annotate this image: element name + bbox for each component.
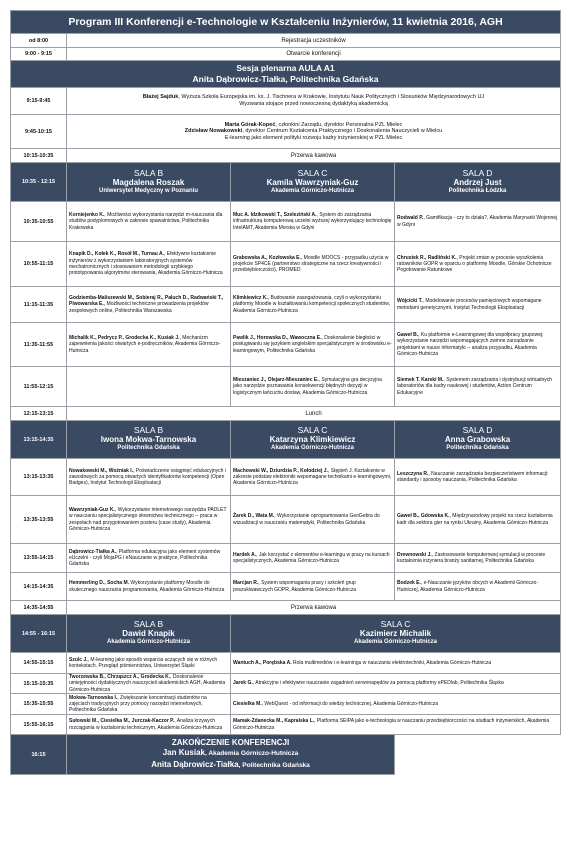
chair-affiliation: Politechnika Gdańska bbox=[446, 445, 509, 451]
talk-authors: Bodzek E. bbox=[397, 580, 421, 587]
time-slot: 12:15-13:15 bbox=[11, 407, 67, 421]
time-slot: 13:15-14:35 bbox=[11, 421, 67, 459]
break-item: Przerwa kawowa bbox=[67, 601, 561, 615]
speaker-name: Marta Górak-Kopeć bbox=[224, 121, 276, 128]
talk-authors: Gaweł B., Gdowska K. bbox=[397, 513, 450, 520]
time-slot: 10:35 - 12:15 bbox=[11, 163, 67, 202]
closing-speaker-affiliation: , Akademia Górniczo-Hutnicza bbox=[204, 750, 299, 758]
hall-header bbox=[67, 421, 231, 459]
talk-title: , Doskonalenie biegłości w posługiwaniu się językiem angielskim specjalistycznym w środowisku e-learningowym, Politechnika Gdańska bbox=[233, 335, 392, 354]
program-table bbox=[10, 10, 561, 775]
talk-cell bbox=[231, 715, 561, 735]
talk-authors: Machowski W., Dziurdzia P., Kołodziej J. bbox=[233, 467, 328, 474]
time-slot: 16:15 bbox=[11, 735, 67, 775]
talk-authors: Grabowska A., Kozłowska E. bbox=[233, 254, 301, 261]
session-chair: Kamila Wawrzyniak-Guz bbox=[266, 177, 359, 187]
talk-cell bbox=[395, 459, 561, 496]
hall-name: SALA D bbox=[462, 425, 493, 435]
talk-cell bbox=[395, 202, 561, 242]
closing-speaker: Anita Dąbrowicz-Tiałka bbox=[151, 759, 239, 769]
speaker-affiliation: , Wyższa Szkoła Europejska im. ks. J. Tischnera w Krakowie, Instytutu Nauk Politycznych i Stosunków Międzynarodowych UJ bbox=[178, 94, 485, 101]
talk-cell bbox=[67, 323, 231, 367]
talk-title: , Stępień J. Kształcenie w zakresie podstaw elektroniki wspomagane technikami e-learningowymi, Akademia Górniczo-Hutnicza bbox=[233, 467, 392, 487]
time-slot: 14:55-15:15 bbox=[11, 653, 67, 674]
talk-title: , Gamifikacja - czy to działa?, Akademia Marynarki Wojennej w Gdyni bbox=[397, 215, 558, 228]
talk-authors: Nowakowski M., Woźniak I. bbox=[69, 467, 134, 474]
session-chair: Andrzej Just bbox=[453, 177, 502, 187]
closing-session bbox=[67, 735, 395, 775]
chair-affiliation: Uniwersytet Medyczny w Poznaniu bbox=[98, 187, 199, 194]
hall-name: SALA C bbox=[297, 167, 328, 178]
chair-affiliation: Akademia Górniczo-Hutnicza bbox=[270, 445, 354, 451]
talk-authors: Klimkiewicz K. bbox=[233, 295, 268, 302]
plenary-session-header bbox=[11, 61, 561, 88]
talk-cell bbox=[231, 242, 395, 287]
hall-header bbox=[67, 615, 231, 653]
talk-authors: Chrustek R., Radliński K. bbox=[397, 254, 457, 261]
time-slot: 9:45-10:15 bbox=[11, 115, 67, 149]
talk-title: , WebQuest - od informacji do wiedzy technicznej, Akademia Górniczo-Hutnicza bbox=[261, 700, 439, 707]
time-slot: 10:35-10:55 bbox=[11, 202, 67, 242]
talk-authors: Tworzewska B., Chrząszcz A., Grodecka K. bbox=[69, 674, 171, 681]
talk-title: Rola multimediów i e-learningu w nauczaniu elektrotechniki, Akademia Górniczo-Hutnicza bbox=[291, 659, 492, 666]
talk-cell bbox=[67, 674, 231, 694]
talk-cell bbox=[395, 242, 561, 287]
talk-cell bbox=[231, 459, 395, 496]
talk-title: , Analiza krzywych rozciągania w kształceniu technicznym, Akademia Górniczo-Hutnicza bbox=[69, 718, 223, 731]
chair-affiliation: Politechnika Łódzka bbox=[448, 187, 507, 194]
talk-cell bbox=[67, 653, 231, 674]
speaker-name: Błażej Sajduk bbox=[142, 94, 179, 101]
talk-cell bbox=[231, 367, 395, 407]
talk-cell bbox=[67, 715, 231, 735]
talk-cell bbox=[67, 694, 231, 715]
talk-title: , Projekt zmian w procesie wyszkolenia ratowników GOPR w oparciu o platformę Moodle, Górskie Ochotnicze Pogotowanie Ratunkowe bbox=[397, 254, 552, 274]
talk-authors: Mieszaniec J., Olejarz-Mieszaniec E. bbox=[233, 377, 319, 384]
talk-title: , Platforma edukacyjna jako element systemów eUczelni - czyli MojaPG i eNauczanie w praktyce, Politechnika Gdańska bbox=[69, 548, 221, 568]
talk-authors: Jarek G. bbox=[233, 680, 253, 687]
hall-header bbox=[231, 421, 395, 459]
time-slot: 15:15-15:35 bbox=[11, 674, 67, 694]
time-slot: 15:35-15:55 bbox=[11, 694, 67, 715]
talk-authors: Wantuch A., Porębska A. bbox=[233, 659, 292, 666]
session-chair: Katarzyna Klimkiewicz bbox=[269, 435, 356, 444]
program-page bbox=[10, 10, 560, 775]
time-slot: 13:55-14:15 bbox=[11, 544, 67, 573]
session-chair: Iwona Mokwa-Tarnowska bbox=[100, 435, 197, 444]
talk-title: , Poświadczenie osiągnięć edukacyjnych i zawodowych za pomocą otwartych identyfikatorów kompetencji (Open Badges), Instytut Technologii Eksploatacji bbox=[69, 467, 226, 487]
hall-header bbox=[67, 163, 231, 202]
talk-title: , Efektywne kształcenie inżynierów z wykorzystaniem laboratoryjnych systemów mechatronicznych i stosowaniem metodologii szybkiego prototypowania algorytmów sterowania, Akademia Górniczo-Hutnicza bbox=[69, 251, 223, 277]
talk-title: , e-Nauczanie języków obcych w Akademii Górniczo-Hutniczej, Akademia Górniczo-Hutnicza bbox=[397, 580, 538, 593]
talk-cell bbox=[67, 496, 231, 544]
talk-title: , Ku platformie e-Learningowej dla współpracy grupowej: wykorzystanie narzędzi wspomagających zwinne zarządzanie projektami w nauce informatyki -- analiza przypadku, Akademia Górniczo-Hutnicza bbox=[397, 331, 544, 357]
time-slot: 14:35-14:55 bbox=[11, 601, 67, 615]
talk-authors: Leszczyna R. bbox=[397, 470, 429, 477]
talk-authors: Gaweł B. bbox=[397, 331, 419, 338]
hall-header bbox=[395, 421, 561, 459]
talk-authors: Rodwald P. bbox=[397, 215, 424, 222]
talk-authors: Pawlik J., Horowska D., Wawoczna E. bbox=[233, 335, 322, 342]
talk-authors: Marcjan R. bbox=[233, 580, 259, 587]
talk-authors: Hemmerling D., Socha M. bbox=[69, 580, 130, 587]
talk-authors: Korniejenko K. bbox=[69, 212, 105, 219]
talk-cell bbox=[231, 202, 395, 242]
talk-title: , Systemem zarządzania i dystrybucji wirtualnych laboratoriów dla kadry naukowej i studentów, Action Centrum Edukacyjne bbox=[397, 377, 553, 396]
talk-title: , Platforma SEIPA jako e-technologia w nauczaniu przedsiębiorczości na studiach inżynierskich, Akademia Górniczo-Hutnicza bbox=[233, 718, 550, 731]
speaker-name: Zdzisław Nowakowski bbox=[184, 128, 243, 135]
talk-authors: Wójcicki T. bbox=[397, 298, 423, 305]
keynote-talk bbox=[67, 115, 561, 149]
hall-header bbox=[395, 163, 561, 202]
talk-title: , Możliwości techniczne prowadzenia projektów zespołowych online, Politechnika Warszawska bbox=[69, 301, 209, 314]
talk-title: , Moodle MOOCS - przypadku użycia w projekcie SP4CE (partnerstwo strategiczne na rzecz kreatywności i przedsiębiorczości), PROMED bbox=[233, 254, 389, 274]
break-item: Przerwa kawowa bbox=[67, 149, 561, 163]
talk-authors: Szulc J. bbox=[69, 656, 88, 663]
talk-title: , Zwiększanie koncentracji studentów na zajęciach tradycyjnych przy pomocy narzędzi internetowych, Politechnika Gdańska bbox=[69, 694, 207, 714]
talk-title: , Atrakcyjne i efektywne nauczanie zagadnień serwonapędów za pomocą platformy ePEDlab, Politechnika Śląska bbox=[252, 680, 504, 687]
talk-authors: Mokwa-Tarnowska I. bbox=[69, 694, 118, 701]
speaker-affiliation: , członkini Zarządu, dyrektor Personalna PZL Mielec bbox=[275, 121, 403, 128]
hall-header bbox=[231, 163, 395, 202]
agenda-item: Otwarcie konferencji bbox=[67, 48, 561, 61]
talk-cell bbox=[231, 573, 395, 601]
talk-cell bbox=[395, 287, 561, 323]
program-title: Program III Konferencji e-Technologie w Kształceniu Inżynierów, 11 kwietnia 2016, AGH bbox=[11, 11, 561, 34]
time-slot: 11:35-11:55 bbox=[11, 323, 67, 367]
session-chair: Magdalena Roszak bbox=[112, 177, 185, 187]
talk-authors: Hardek A. bbox=[233, 551, 257, 558]
talk-title: , Mechanizm zapewnienia jakości otwartych e-podręczników, Akademia Górniczo-Hutnicza bbox=[69, 335, 221, 354]
hall-name: SALA C bbox=[380, 619, 411, 629]
hall-name: SALA C bbox=[297, 425, 328, 435]
time-slot: 13:35-13:55 bbox=[11, 496, 67, 544]
agenda-item: Rejestracja uczestników bbox=[67, 34, 561, 48]
talk-title: , Możliwości wykorzystania narzędzi m-nauczania dla studiów podyplomowych w zakresie spawalnictwa, Politechnika Krakowska bbox=[69, 212, 223, 231]
talk-authors: Knapik D., Kołek K., Rosół M., Turnau A. bbox=[69, 251, 165, 258]
talk-title: , Symulacyjna gra decyzyjna jako narzędzie poznawania konsekwencji błędnych decyzji w logistycznym łańcuchu dostaw, Akademia Górniczo-Hutnicza bbox=[233, 377, 382, 396]
closing-title: ZAKOŃCZENIE KONFERENCJI bbox=[171, 737, 290, 747]
time-slot: od 8:00 bbox=[11, 34, 67, 48]
talk-cell bbox=[231, 694, 561, 715]
talk-cell bbox=[395, 323, 561, 367]
hall-name: SALA B bbox=[133, 619, 164, 629]
talk-cell bbox=[395, 573, 561, 601]
chair-affiliation: Politechnika Gdańska bbox=[117, 445, 180, 451]
talk-title: , Doskonalenie umiejętności dydaktycznych nauczycieli akademickich AGH, Akademia Górniczo-Hutnicza bbox=[69, 674, 226, 693]
talk-title: , Międzynarodowy projekt na rzecz kształcenia kadr dla sektora gier na rynku Ukrainy, Akademia Górniczo-Hutnicza bbox=[397, 513, 553, 526]
session-chair: Anna Grabowska bbox=[444, 435, 511, 444]
plenary-title: Sesja plenarna AULA A1 bbox=[236, 63, 335, 73]
talk-authors: Mamak-Zdanecka M., Kapralska L. bbox=[233, 718, 315, 725]
time-slot: 14:55 - 16:15 bbox=[11, 615, 67, 653]
chair-affiliation: Akademia Górniczo-Hutnicza bbox=[270, 187, 354, 194]
time-slot: 10:15-10:35 bbox=[11, 149, 67, 163]
talk-cell bbox=[395, 544, 561, 573]
talk-title: E-learning jako element polityki rozwoju kadry inżynierskiej w PZL Mielec bbox=[224, 134, 403, 141]
hall-name: SALA D bbox=[462, 167, 493, 178]
hall-header bbox=[231, 615, 561, 653]
talk-authors: Sułowski M., Ciesielka M., Jurczak-Kaczor P. bbox=[69, 718, 175, 725]
session-chair: Dawid Knapik bbox=[122, 629, 175, 638]
talk-authors: Siemek T. Karski M. bbox=[397, 377, 444, 384]
talk-cell bbox=[231, 674, 561, 694]
talk-title: , M-learning jako sposób wsparcia uczących się w różnych kontekstach. Przegląd piśmiennictwa, Uniwersytet Śląski bbox=[69, 656, 218, 669]
talk-cell bbox=[67, 573, 231, 601]
talk-title: , System do zarządzania infrastrukturą komputerową uczelni wyższej wykorzystujący technologię IntelAMT, Akademia Morska w Gdyni bbox=[233, 212, 392, 231]
talk-authors: Muc A. Idzikowski T., Szeleziński A. bbox=[233, 212, 317, 219]
time-slot: 15:55-16:15 bbox=[11, 715, 67, 735]
talk-cell bbox=[67, 544, 231, 573]
talk-authors: Żarek D., Wata M. bbox=[233, 513, 275, 520]
talk-title: Wyzwania stojące przed nowoczesną dydaktyką akademicką bbox=[239, 101, 388, 107]
talk-cell bbox=[67, 202, 231, 242]
talk-title: , Budowanie zaangażowania, czyli o wykorzystaniu platformy Moodle w kształtowaniu kompetencji społecznych studentów, Akademia Górniczo-Hutnicza bbox=[233, 295, 391, 314]
time-slot: 13:15-13:35 bbox=[11, 459, 67, 496]
talk-authors: Dąbrowicz-Tiałka A. bbox=[69, 548, 116, 555]
keynote-talk bbox=[67, 88, 561, 115]
talk-authors: Ciesielka M. bbox=[233, 700, 262, 707]
talk-cell bbox=[231, 287, 395, 323]
talk-authors: Drewnowski J. bbox=[397, 551, 432, 558]
time-slot: 9:00 - 9:15 bbox=[11, 48, 67, 61]
closing-speaker-affiliation: , Politechnika Gdańska bbox=[238, 761, 310, 769]
talk-cell bbox=[395, 367, 561, 407]
talk-authors: Michalik K., Pedrycz P., Grodecka K., Kusiak J. bbox=[69, 335, 180, 342]
talk-title: , Nauczanie zarządzania bezpieczeństwem informacji: standardy i sposoby nauczania, Politechnika Gdańska bbox=[397, 470, 549, 483]
talk-title: , Wykorzystanie oprogramowania GeoGebra do wizualizacji w nauczaniu matematyki, Politechnika Gdańska bbox=[233, 513, 380, 526]
talk-title: , Modelowanie procesów pamięciowych wspomagane metodami genetycznymi, Instytut Technologii Eksploatacji bbox=[397, 298, 542, 311]
hall-name: SALA B bbox=[133, 425, 164, 435]
chair-affiliation: Akademia Górniczo-Hutnicza bbox=[353, 639, 437, 645]
talk-title: , Wykorzystanie internetowego narzędzia PADLET w nauczaniu specjalistycznego słownictwa technicznego -- praca w zespołach nad przygotowaniem posteru (case study), Akademia Górniczo-Hutnicza bbox=[69, 506, 227, 532]
empty-cell bbox=[395, 735, 561, 775]
time-slot: 14:15-14:35 bbox=[11, 573, 67, 601]
hall-name: SALA B bbox=[133, 167, 164, 178]
talk-cell bbox=[231, 544, 395, 573]
talk-cell bbox=[231, 653, 561, 674]
talk-cell bbox=[67, 459, 231, 496]
time-slot: 11:15-11:35 bbox=[11, 287, 67, 323]
time-slot: 9:15-9:45 bbox=[11, 88, 67, 115]
talk-title: , Jak korzystać z elementów e-learningu w pracy na kursach specjalistycznych, Akademia Górniczo-Hutnicza bbox=[233, 551, 390, 564]
talk-title: , Zastosowanie komputerowej symulacji w procesie kształcenia inżyniera branży sanitarnej, Politechnika Gdańska bbox=[397, 551, 546, 564]
speaker-affiliation: , dyrektor Centrum Kształcenia Praktycznego i Doskonalenia Nauczycieli w Mielcu bbox=[242, 128, 443, 135]
talk-cell bbox=[395, 496, 561, 544]
talk-authors: Wawrzyniak-Guz K. bbox=[69, 506, 115, 513]
talk-title: , System wspomagania pracy i szkoleń grup poszukiwawczych GOPR, Akademia Górniczo-Hutnicza bbox=[233, 580, 357, 593]
time-slot: 10:55-11:15 bbox=[11, 242, 67, 287]
closing-speaker: Jan Kusiak bbox=[162, 748, 205, 758]
talk-authors: Godziemba-Maliszewski M., Sobieraj R., Paluch D., Radwański T., Piwowarska E. bbox=[69, 295, 224, 308]
session-chair: Kazimierz Michalik bbox=[359, 629, 432, 638]
talk-cell bbox=[67, 287, 231, 323]
talk-title: Wykorzystanie platformy Moodle do skutecznego nauczania programowania, Akademia Górniczo-Hutnicza bbox=[69, 580, 225, 593]
talk-cell bbox=[67, 242, 231, 287]
plenary-chair: Anita Dąbrowicz-Tiałka, Politechnika Gdańska bbox=[192, 74, 379, 84]
talk-cell bbox=[231, 496, 395, 544]
break-item: Lunch bbox=[67, 407, 561, 421]
time-slot: 11:55-12:15 bbox=[11, 367, 67, 407]
talk-cell bbox=[67, 367, 231, 407]
talk-cell bbox=[231, 323, 395, 367]
chair-affiliation: Akademia Górniczo-Hutnicza bbox=[106, 639, 190, 645]
